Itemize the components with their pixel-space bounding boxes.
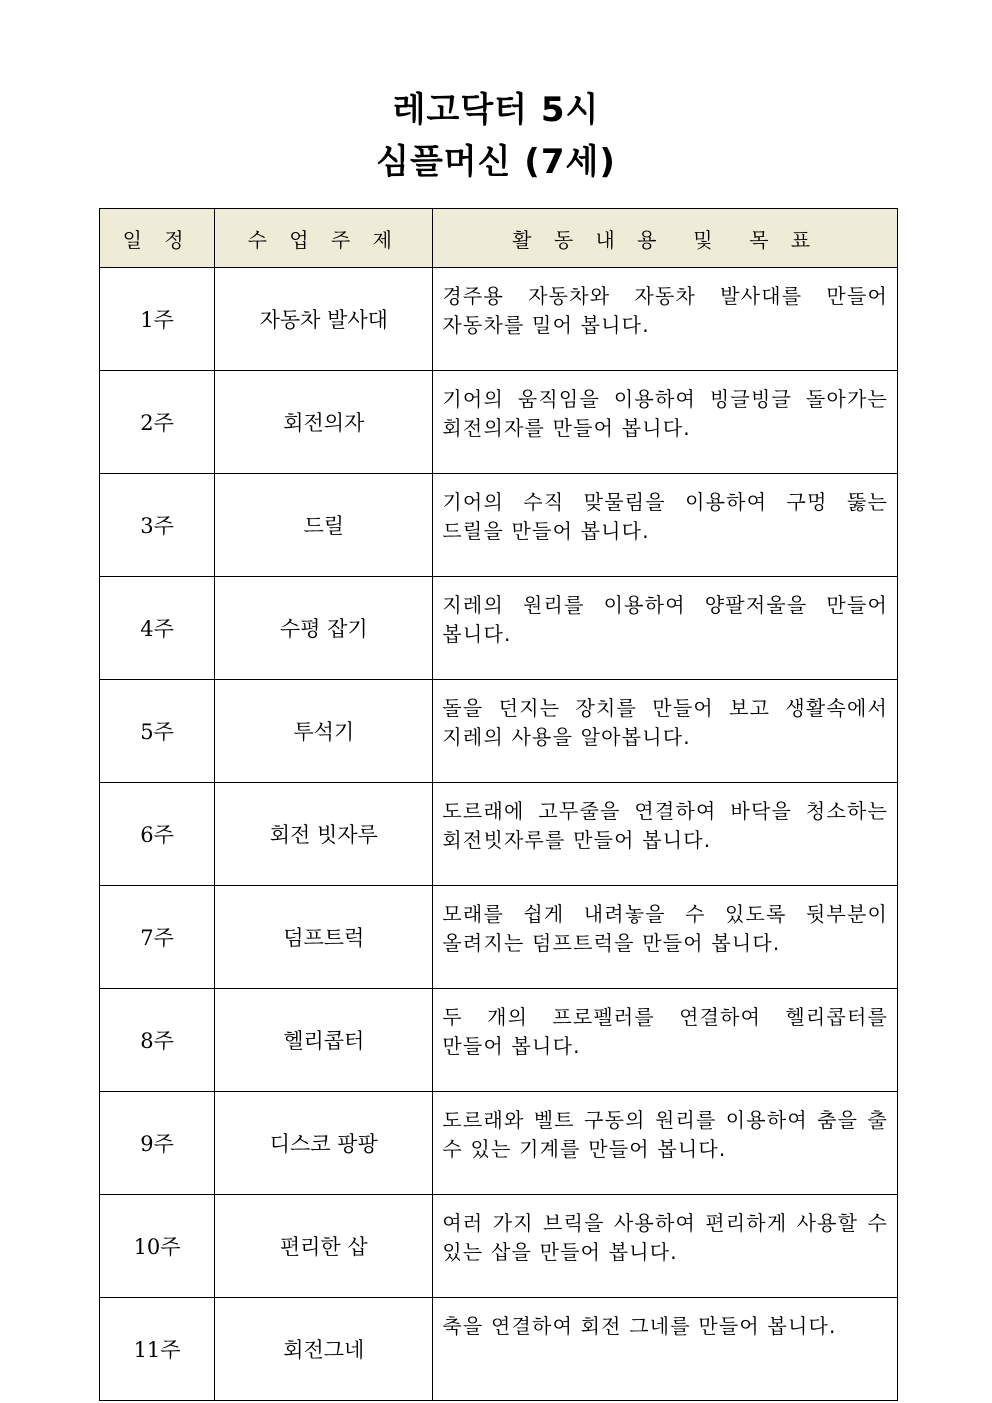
row-desc: 돌을 던지는 장치를 만들어 보고 생활속에서 지레의 사용을 알아봅니다. — [433, 680, 898, 783]
table-row — [100, 1195, 898, 1298]
table-row — [100, 680, 898, 783]
row-topic: 자동차 발사대 — [215, 268, 433, 371]
schedule-table — [99, 208, 898, 1401]
row-topic: 회전 빗자루 — [215, 783, 433, 886]
row-week: 3주 — [100, 474, 215, 577]
row-week: 6주 — [100, 783, 215, 886]
table-row — [100, 783, 898, 886]
row-desc: 두 개의 프로펠러를 연결하여 헬리콥터를 만들어 봅니다. — [433, 989, 898, 1092]
row-topic: 투석기 — [215, 680, 433, 783]
row-topic: 편리한 삽 — [215, 1195, 433, 1298]
row-week: 1주 — [100, 268, 215, 371]
row-topic: 회전그네 — [215, 1298, 433, 1401]
row-desc: 모래를 쉽게 내려놓을 수 있도록 뒷부분이 올려지는 덤프트럭을 만들어 봅니다. — [433, 886, 898, 989]
header-topic: 수 업 주 제 — [215, 209, 433, 268]
table-row — [100, 577, 898, 680]
table-row — [100, 268, 898, 371]
table-row — [100, 1092, 898, 1195]
header-desc: 활 동 내 용 및 목 표 — [433, 209, 898, 268]
row-topic: 디스코 팡팡 — [215, 1092, 433, 1195]
row-topic: 덤프트럭 — [215, 886, 433, 989]
row-desc: 지레의 원리를 이용하여 양팔저울을 만들어 봅니다. — [433, 577, 898, 680]
header-week: 일 정 — [100, 209, 215, 268]
row-week: 10주 — [100, 1195, 215, 1298]
row-week: 2주 — [100, 371, 215, 474]
title-line-1: 레고닥터 5시 — [392, 90, 600, 130]
row-desc: 경주용 자동차와 자동차 발사대를 만들어 자동차를 밀어 봅니다. — [433, 268, 898, 371]
row-topic: 헬리콥터 — [215, 989, 433, 1092]
table-row — [100, 989, 898, 1092]
table-row — [100, 886, 898, 989]
row-desc: 여러 가지 브릭을 사용하여 편리하게 사용할 수 있는 삽을 만들어 봅니다. — [433, 1195, 898, 1298]
row-week: 5주 — [100, 680, 215, 783]
table-row — [100, 474, 898, 577]
table-row — [100, 1298, 898, 1401]
row-desc: 도르래와 벨트 구동의 원리를 이용하여 춤을 출 수 있는 기계를 만들어 봅니다. — [433, 1092, 898, 1195]
table-header-row — [100, 209, 898, 268]
row-week: 4주 — [100, 577, 215, 680]
row-desc: 기어의 수직 맞물림을 이용하여 구멍 뚫는 드릴을 만들어 봅니다. — [433, 474, 898, 577]
row-week: 9주 — [100, 1092, 215, 1195]
row-desc: 축을 연결하여 회전 그네를 만들어 봅니다. — [433, 1298, 898, 1401]
table-row — [100, 371, 898, 474]
row-week: 8주 — [100, 989, 215, 1092]
row-week: 7주 — [100, 886, 215, 989]
row-topic: 수평 잡기 — [215, 577, 433, 680]
row-topic: 회전의자 — [215, 371, 433, 474]
row-desc: 도르래에 고무줄을 연결하여 바닥을 청소하는 회전빗자루를 만들어 봅니다. — [433, 783, 898, 886]
row-topic: 드릴 — [215, 474, 433, 577]
title-line-2: 심플머신 (7세) — [376, 142, 616, 182]
document-title — [0, 84, 992, 188]
row-desc: 기어의 움직임을 이용하여 빙글빙글 돌아가는 회전의자를 만들어 봅니다. — [433, 371, 898, 474]
row-week: 11주 — [100, 1298, 215, 1401]
